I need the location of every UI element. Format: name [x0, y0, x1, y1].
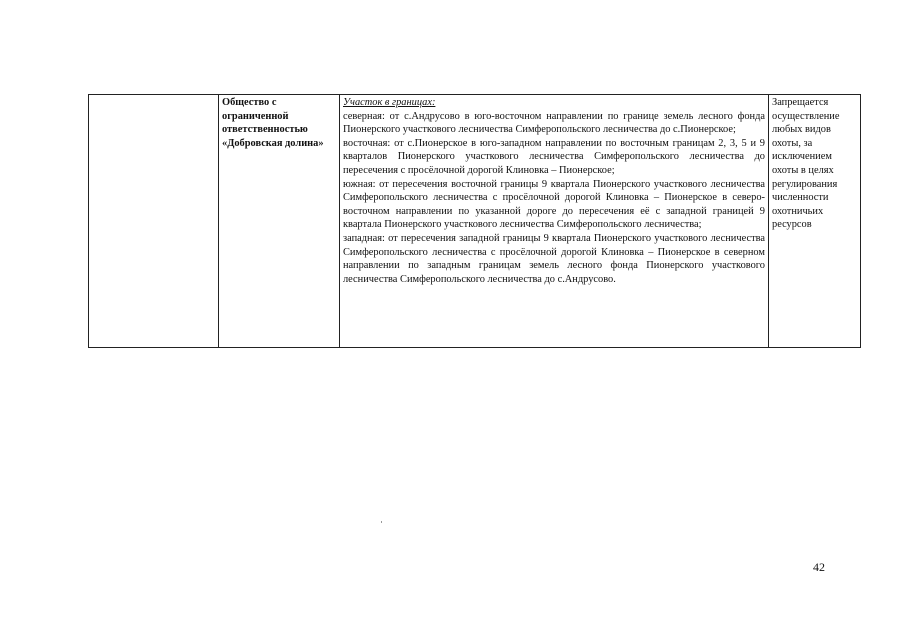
boundary-west: западная: от пересечения западной границы 9 квартала Пионерского участкового лесничества Симферопольского лесничества с просёлочной дорогой Клиновка – Пионерское в северном направлении по западным границам земель лесного фонда Пионерского участкового лесничества Симферопольского лесничества до с.Андрусово.: [343, 232, 765, 285]
restriction-cell: Запрещается осуществление любых видов охоты, за исключением охоты в целях регулирования численности охотничьих ресурсов: [769, 95, 861, 348]
boundaries-cell: [340, 95, 769, 348]
boundaries-heading: Участок в границах:: [343, 97, 436, 108]
row-number-cell: [89, 95, 219, 348]
scan-speck: [381, 521, 382, 523]
boundary-south: южная: от пересечения восточной границы 9 квартала Пионерского участкового лесничества Симферопольского лесничества с просёлочной дорогой Клиновка – Пионерское в северо-восточном направлении по указанной дороге до пересечения её с западной границей 9 квартала Пионерского участкового лесничества Симферопольского лесничества;: [343, 178, 765, 231]
page-number: 42: [813, 560, 825, 574]
organization-cell: Общество с ограниченной ответственностью «Добровская долина»: [219, 95, 340, 348]
hunting-grounds-table: [88, 94, 861, 348]
boundary-north: северная: от с.Андрусово в юго-восточном направлении по границе земель лесного фонда Пионерского участкового лесничества Симферопольского лесничества до с.Пионерское;: [343, 110, 765, 136]
table-row: [89, 95, 861, 348]
boundary-east: восточная: от с.Пионерское в юго-западном направлении по восточным границам 2, 3, 5 и 9 кварталов Пионерского участкового лесничества Симферопольского лесничества до пересечения с просёлочной дорогой Клиновка – Пионерское;: [343, 137, 765, 176]
